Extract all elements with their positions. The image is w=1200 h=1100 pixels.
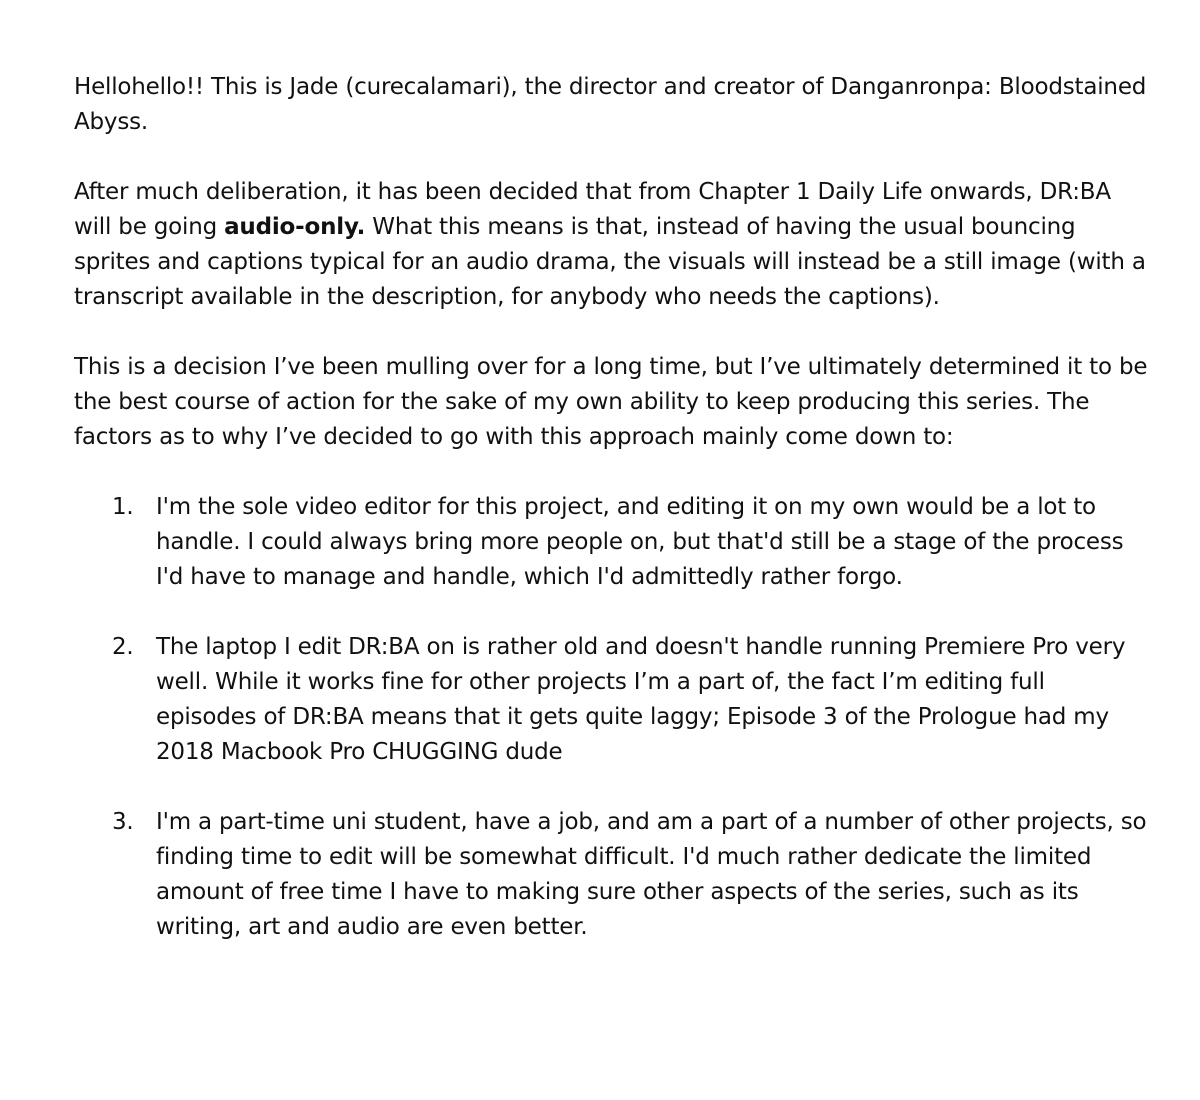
- list-item: [74, 805, 1149, 945]
- list-item: [74, 630, 1149, 770]
- list-number: 3.: [112, 809, 134, 835]
- intro-paragraph: Hellohello!! This is Jade (curecalamari), the director and creator of Danganronpa: Bloodstained Abyss.: [74, 74, 1147, 135]
- announcement-text-after: What this means is that, instead of having the usual bouncing sprites and captions typical for an audio drama, the visuals will instead be a still image (with a transcript available in the description, for anybody who needs the captions).: [74, 214, 1146, 310]
- reasons-list: [74, 490, 1149, 945]
- announcement-paragraph: [74, 175, 1149, 315]
- audio-only-emphasis: audio-only.: [224, 214, 366, 240]
- list-item: [74, 490, 1149, 595]
- announcement-text-before: After much deliberation, it has been decided that from Chapter 1 Daily Life onwards, DR:BA will be going: [74, 179, 1111, 240]
- list-item-text: The laptop I edit DR:BA on is rather old and doesn't handle running Premiere Pro very well. While it works fine for other projects I’m a part of, the fact I’m editing full episodes of DR:BA means that it gets quite laggy; Episode 3 of the Prologue had my 2018 Macbook Pro CHUGGING dude: [156, 634, 1126, 765]
- list-item-text: I'm the sole video editor for this project, and editing it on my own would be a lot to handle. I could always bring more people on, but that'd still be a stage of the process I'd have to manage and handle, which I'd admittedly rather forgo.: [156, 494, 1124, 590]
- reasons-intro-paragraph: This is a decision I’ve been mulling over for a long time, but I’ve ultimately determined it to be the best course of action for the sake of my own ability to keep producing this series. The factors as to why I’ve decided to go with this approach mainly come down to:: [74, 354, 1148, 450]
- document-body: [74, 70, 1149, 980]
- list-item-text: I'm a part-time uni student, have a job, and am a part of a number of other projects, so finding time to edit will be somewhat difficult. I'd much rather dedicate the limited amount of free time I have to making sure other aspects of the series, such as its writing, art and audio are even better.: [156, 809, 1147, 940]
- list-number: 1.: [112, 494, 134, 520]
- list-number: 2.: [112, 634, 134, 660]
